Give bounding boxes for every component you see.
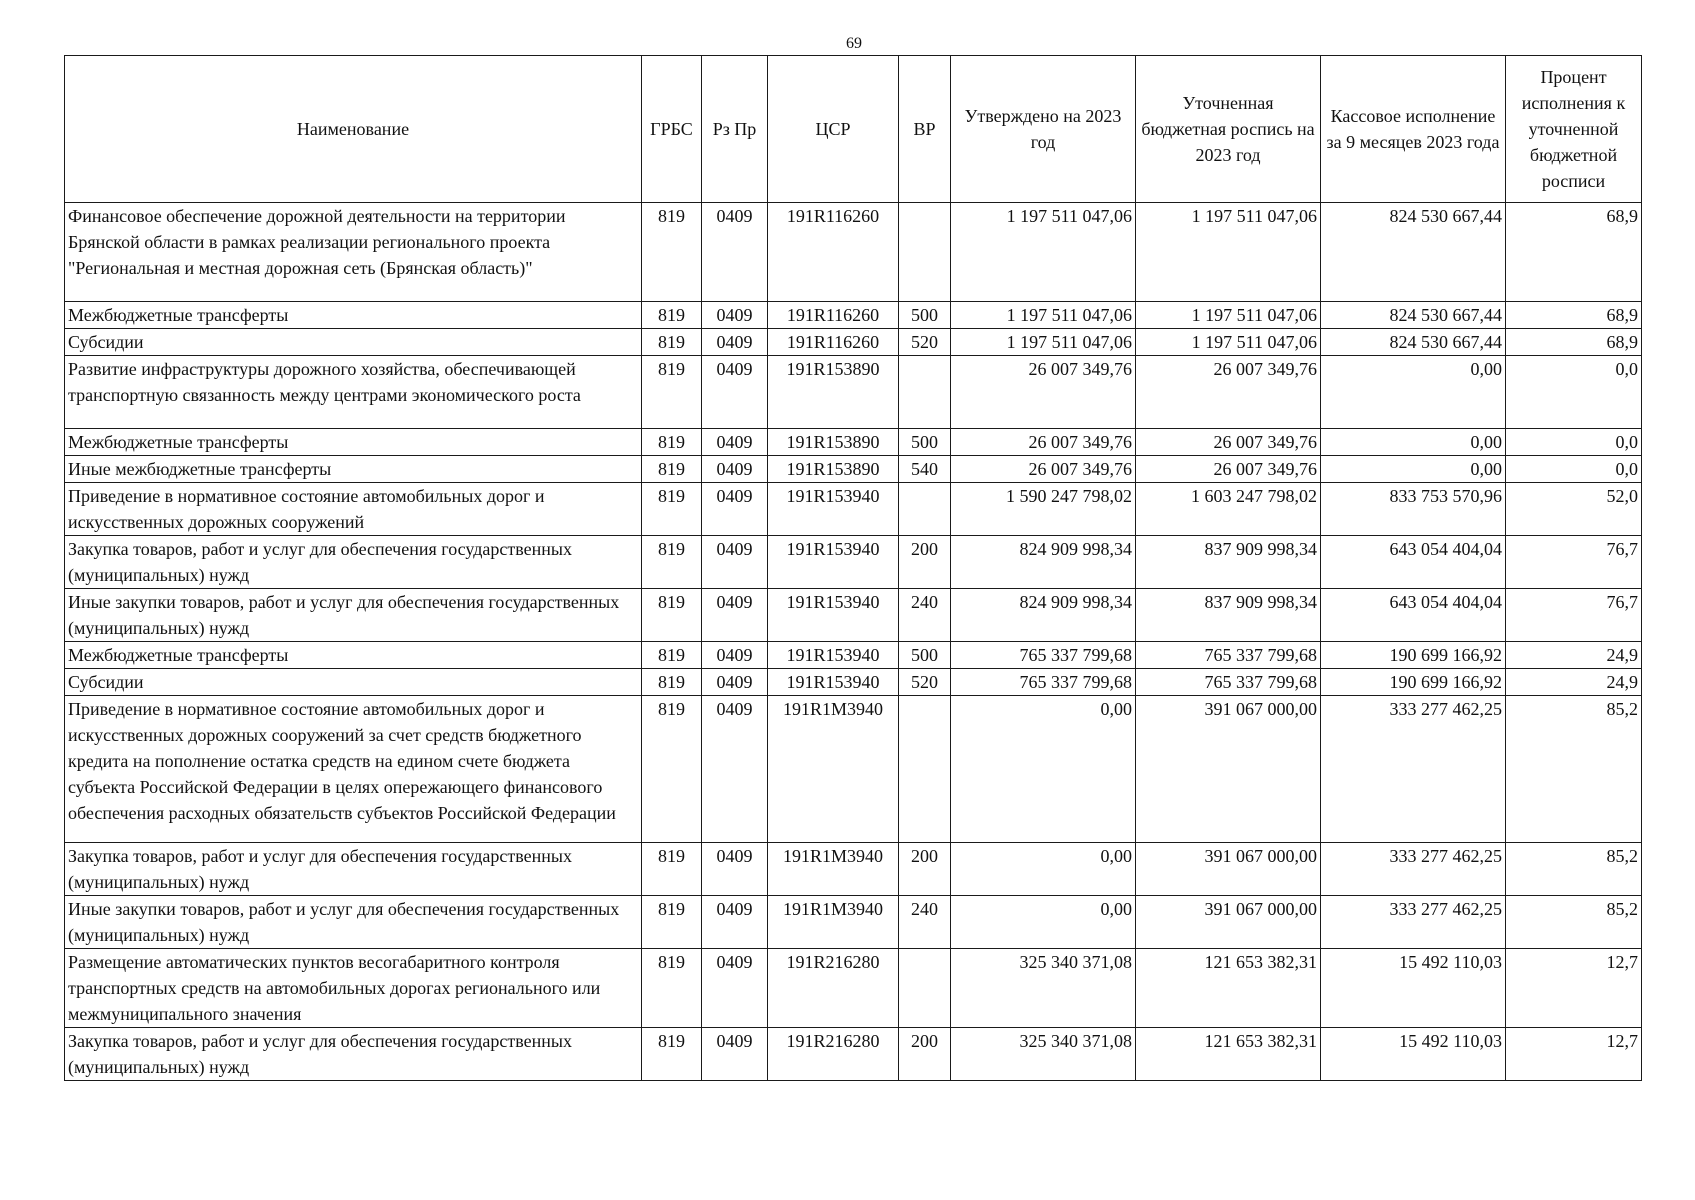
header-rzpr: Рз Пр <box>702 56 768 203</box>
cell-csr: 191R153940 <box>768 589 899 642</box>
cell-name: Приведение в нормативное состояние автомобильных дорог и искусственных дорожных сооружений за счет средств бюджетного кредита на пополнение остатка средств на едином счете бюджета субъекта Российской Федерации в целях опережающего финансового обеспечения расходных обязательств субъектов Российской Федерации <box>65 696 642 843</box>
cell-rzpr: 0409 <box>702 203 768 302</box>
cell-cash: 333 277 462,25 <box>1321 896 1506 949</box>
cell-rzpr: 0409 <box>702 429 768 456</box>
cell-percent: 68,9 <box>1506 203 1642 302</box>
cell-rzpr: 0409 <box>702 669 768 696</box>
cell-refined: 1 197 511 047,06 <box>1136 302 1321 329</box>
cell-name: Субсидии <box>65 329 642 356</box>
cell-percent: 85,2 <box>1506 696 1642 843</box>
cell-grbs: 819 <box>642 483 702 536</box>
cell-approved: 1 197 511 047,06 <box>951 302 1136 329</box>
cell-grbs: 819 <box>642 456 702 483</box>
cell-approved: 1 590 247 798,02 <box>951 483 1136 536</box>
cell-percent: 12,7 <box>1506 1028 1642 1081</box>
cell-approved: 26 007 349,76 <box>951 429 1136 456</box>
cell-rzpr: 0409 <box>702 329 768 356</box>
cell-vr <box>899 203 951 302</box>
cell-approved: 26 007 349,76 <box>951 456 1136 483</box>
cell-percent: 24,9 <box>1506 642 1642 669</box>
budget-execution-table <box>64 55 1642 1081</box>
cell-refined: 121 653 382,31 <box>1136 1028 1321 1081</box>
table-row <box>65 589 1642 642</box>
cell-cash: 190 699 166,92 <box>1321 642 1506 669</box>
cell-rzpr: 0409 <box>702 896 768 949</box>
cell-refined: 765 337 799,68 <box>1136 669 1321 696</box>
table-row <box>65 356 1642 429</box>
cell-rzpr: 0409 <box>702 1028 768 1081</box>
cell-refined: 837 909 998,34 <box>1136 536 1321 589</box>
cell-approved: 325 340 371,08 <box>951 1028 1136 1081</box>
page-number: 69 <box>846 35 862 52</box>
cell-percent: 85,2 <box>1506 843 1642 896</box>
cell-vr: 240 <box>899 896 951 949</box>
cell-grbs: 819 <box>642 1028 702 1081</box>
cell-refined: 121 653 382,31 <box>1136 949 1321 1028</box>
cell-approved: 824 909 998,34 <box>951 589 1136 642</box>
cell-vr: 200 <box>899 843 951 896</box>
header-refined: Уточненная бюджетная роспись на 2023 год <box>1136 56 1321 203</box>
cell-csr: 191R116260 <box>768 329 899 356</box>
cell-cash: 824 530 667,44 <box>1321 302 1506 329</box>
cell-refined: 391 067 000,00 <box>1136 896 1321 949</box>
cell-vr: 240 <box>899 589 951 642</box>
cell-cash: 643 054 404,04 <box>1321 589 1506 642</box>
cell-vr: 500 <box>899 302 951 329</box>
cell-name: Развитие инфраструктуры дорожного хозяйства, обеспечивающей транспортную связанность между центрами экономического роста <box>65 356 642 429</box>
cell-cash: 333 277 462,25 <box>1321 696 1506 843</box>
cell-cash: 824 530 667,44 <box>1321 329 1506 356</box>
cell-csr: 191R153890 <box>768 429 899 456</box>
cell-vr: 520 <box>899 329 951 356</box>
cell-name: Закупка товаров, работ и услуг для обеспечения государственных (муниципальных) нужд <box>65 843 642 896</box>
cell-name: Межбюджетные трансферты <box>65 429 642 456</box>
cell-rzpr: 0409 <box>702 536 768 589</box>
table-row <box>65 429 1642 456</box>
cell-csr: 191R116260 <box>768 203 899 302</box>
cell-name: Межбюджетные трансферты <box>65 642 642 669</box>
cell-approved: 0,00 <box>951 696 1136 843</box>
cell-cash: 833 753 570,96 <box>1321 483 1506 536</box>
cell-csr: 191R153940 <box>768 642 899 669</box>
cell-percent: 76,7 <box>1506 589 1642 642</box>
table-row <box>65 696 1642 843</box>
table-row <box>65 302 1642 329</box>
table-body <box>65 203 1642 1081</box>
table-row <box>65 456 1642 483</box>
table-row <box>65 1028 1642 1081</box>
header-grbs: ГРБС <box>642 56 702 203</box>
cell-vr: 520 <box>899 669 951 696</box>
cell-csr: 191R1M3940 <box>768 843 899 896</box>
header-name: Наименование <box>65 56 642 203</box>
cell-grbs: 819 <box>642 843 702 896</box>
cell-grbs: 819 <box>642 536 702 589</box>
cell-rzpr: 0409 <box>702 949 768 1028</box>
cell-refined: 391 067 000,00 <box>1136 843 1321 896</box>
cell-grbs: 819 <box>642 642 702 669</box>
table-row <box>65 329 1642 356</box>
cell-refined: 765 337 799,68 <box>1136 642 1321 669</box>
cell-grbs: 819 <box>642 669 702 696</box>
cell-refined: 26 007 349,76 <box>1136 456 1321 483</box>
cell-cash: 0,00 <box>1321 456 1506 483</box>
cell-grbs: 819 <box>642 429 702 456</box>
table-row <box>65 949 1642 1028</box>
cell-rzpr: 0409 <box>702 642 768 669</box>
table-row <box>65 843 1642 896</box>
cell-name: Закупка товаров, работ и услуг для обеспечения государственных (муниципальных) нужд <box>65 536 642 589</box>
cell-grbs: 819 <box>642 589 702 642</box>
cell-csr: 191R153940 <box>768 536 899 589</box>
cell-rzpr: 0409 <box>702 302 768 329</box>
cell-approved: 824 909 998,34 <box>951 536 1136 589</box>
cell-cash: 0,00 <box>1321 429 1506 456</box>
cell-percent: 68,9 <box>1506 329 1642 356</box>
cell-vr <box>899 696 951 843</box>
table-row <box>65 483 1642 536</box>
header-vr: ВР <box>899 56 951 203</box>
cell-rzpr: 0409 <box>702 696 768 843</box>
cell-name: Субсидии <box>65 669 642 696</box>
cell-name: Закупка товаров, работ и услуг для обеспечения государственных (муниципальных) нужд <box>65 1028 642 1081</box>
cell-cash: 0,00 <box>1321 356 1506 429</box>
cell-refined: 26 007 349,76 <box>1136 429 1321 456</box>
cell-percent: 24,9 <box>1506 669 1642 696</box>
cell-csr: 191R116260 <box>768 302 899 329</box>
cell-percent: 76,7 <box>1506 536 1642 589</box>
cell-rzpr: 0409 <box>702 483 768 536</box>
cell-csr: 191R216280 <box>768 1028 899 1081</box>
cell-percent: 85,2 <box>1506 896 1642 949</box>
cell-csr: 191R153940 <box>768 483 899 536</box>
cell-csr: 191R1M3940 <box>768 696 899 843</box>
cell-vr: 200 <box>899 1028 951 1081</box>
cell-csr: 191R1M3940 <box>768 896 899 949</box>
cell-refined: 26 007 349,76 <box>1136 356 1321 429</box>
cell-name: Иные закупки товаров, работ и услуг для обеспечения государственных (муниципальных) нужд <box>65 896 642 949</box>
cell-approved: 1 197 511 047,06 <box>951 203 1136 302</box>
cell-approved: 1 197 511 047,06 <box>951 329 1136 356</box>
cell-name: Размещение автоматических пунктов весогабаритного контроля транспортных средств на автомобильных дорогах регионального или межмуниципального значения <box>65 949 642 1028</box>
cell-vr: 500 <box>899 429 951 456</box>
cell-percent: 68,9 <box>1506 302 1642 329</box>
cell-cash: 190 699 166,92 <box>1321 669 1506 696</box>
cell-rzpr: 0409 <box>702 456 768 483</box>
cell-grbs: 819 <box>642 896 702 949</box>
cell-approved: 26 007 349,76 <box>951 356 1136 429</box>
cell-csr: 191R153890 <box>768 456 899 483</box>
cell-vr: 540 <box>899 456 951 483</box>
table-header-row <box>65 56 1642 203</box>
cell-vr <box>899 483 951 536</box>
cell-vr: 500 <box>899 642 951 669</box>
cell-rzpr: 0409 <box>702 589 768 642</box>
cell-cash: 15 492 110,03 <box>1321 1028 1506 1081</box>
cell-name: Иные межбюджетные трансферты <box>65 456 642 483</box>
table-row <box>65 536 1642 589</box>
table-row <box>65 203 1642 302</box>
cell-percent: 0,0 <box>1506 356 1642 429</box>
cell-grbs: 819 <box>642 696 702 843</box>
cell-vr <box>899 356 951 429</box>
cell-percent: 0,0 <box>1506 429 1642 456</box>
cell-name: Финансовое обеспечение дорожной деятельности на территории Брянской области в рамках реализации регионального проекта "Региональная и местная дорожная сеть (Брянская область)" <box>65 203 642 302</box>
cell-grbs: 819 <box>642 203 702 302</box>
cell-approved: 0,00 <box>951 896 1136 949</box>
cell-refined: 1 197 511 047,06 <box>1136 329 1321 356</box>
header-csr: ЦСР <box>768 56 899 203</box>
cell-cash: 824 530 667,44 <box>1321 203 1506 302</box>
table-row <box>65 669 1642 696</box>
cell-csr: 191R153890 <box>768 356 899 429</box>
table-row <box>65 896 1642 949</box>
cell-refined: 391 067 000,00 <box>1136 696 1321 843</box>
cell-cash: 643 054 404,04 <box>1321 536 1506 589</box>
cell-approved: 765 337 799,68 <box>951 642 1136 669</box>
cell-name: Приведение в нормативное состояние автомобильных дорог и искусственных дорожных сооружений <box>65 483 642 536</box>
cell-rzpr: 0409 <box>702 356 768 429</box>
header-approved: Утверждено на 2023 год <box>951 56 1136 203</box>
cell-cash: 333 277 462,25 <box>1321 843 1506 896</box>
cell-vr: 200 <box>899 536 951 589</box>
cell-refined: 1 603 247 798,02 <box>1136 483 1321 536</box>
cell-approved: 325 340 371,08 <box>951 949 1136 1028</box>
cell-grbs: 819 <box>642 949 702 1028</box>
cell-cash: 15 492 110,03 <box>1321 949 1506 1028</box>
cell-approved: 765 337 799,68 <box>951 669 1136 696</box>
cell-refined: 1 197 511 047,06 <box>1136 203 1321 302</box>
cell-grbs: 819 <box>642 329 702 356</box>
cell-name: Иные закупки товаров, работ и услуг для обеспечения государственных (муниципальных) нужд <box>65 589 642 642</box>
header-cash: Кассовое исполнение за 9 месяцев 2023 года <box>1321 56 1506 203</box>
cell-csr: 191R216280 <box>768 949 899 1028</box>
cell-percent: 12,7 <box>1506 949 1642 1028</box>
cell-csr: 191R153940 <box>768 669 899 696</box>
cell-percent: 52,0 <box>1506 483 1642 536</box>
cell-refined: 837 909 998,34 <box>1136 589 1321 642</box>
header-percent: Процент исполнения к уточненной бюджетной росписи <box>1506 56 1642 203</box>
table-row <box>65 642 1642 669</box>
cell-vr <box>899 949 951 1028</box>
cell-percent: 0,0 <box>1506 456 1642 483</box>
cell-rzpr: 0409 <box>702 843 768 896</box>
cell-grbs: 819 <box>642 356 702 429</box>
cell-approved: 0,00 <box>951 843 1136 896</box>
cell-grbs: 819 <box>642 302 702 329</box>
cell-name: Межбюджетные трансферты <box>65 302 642 329</box>
